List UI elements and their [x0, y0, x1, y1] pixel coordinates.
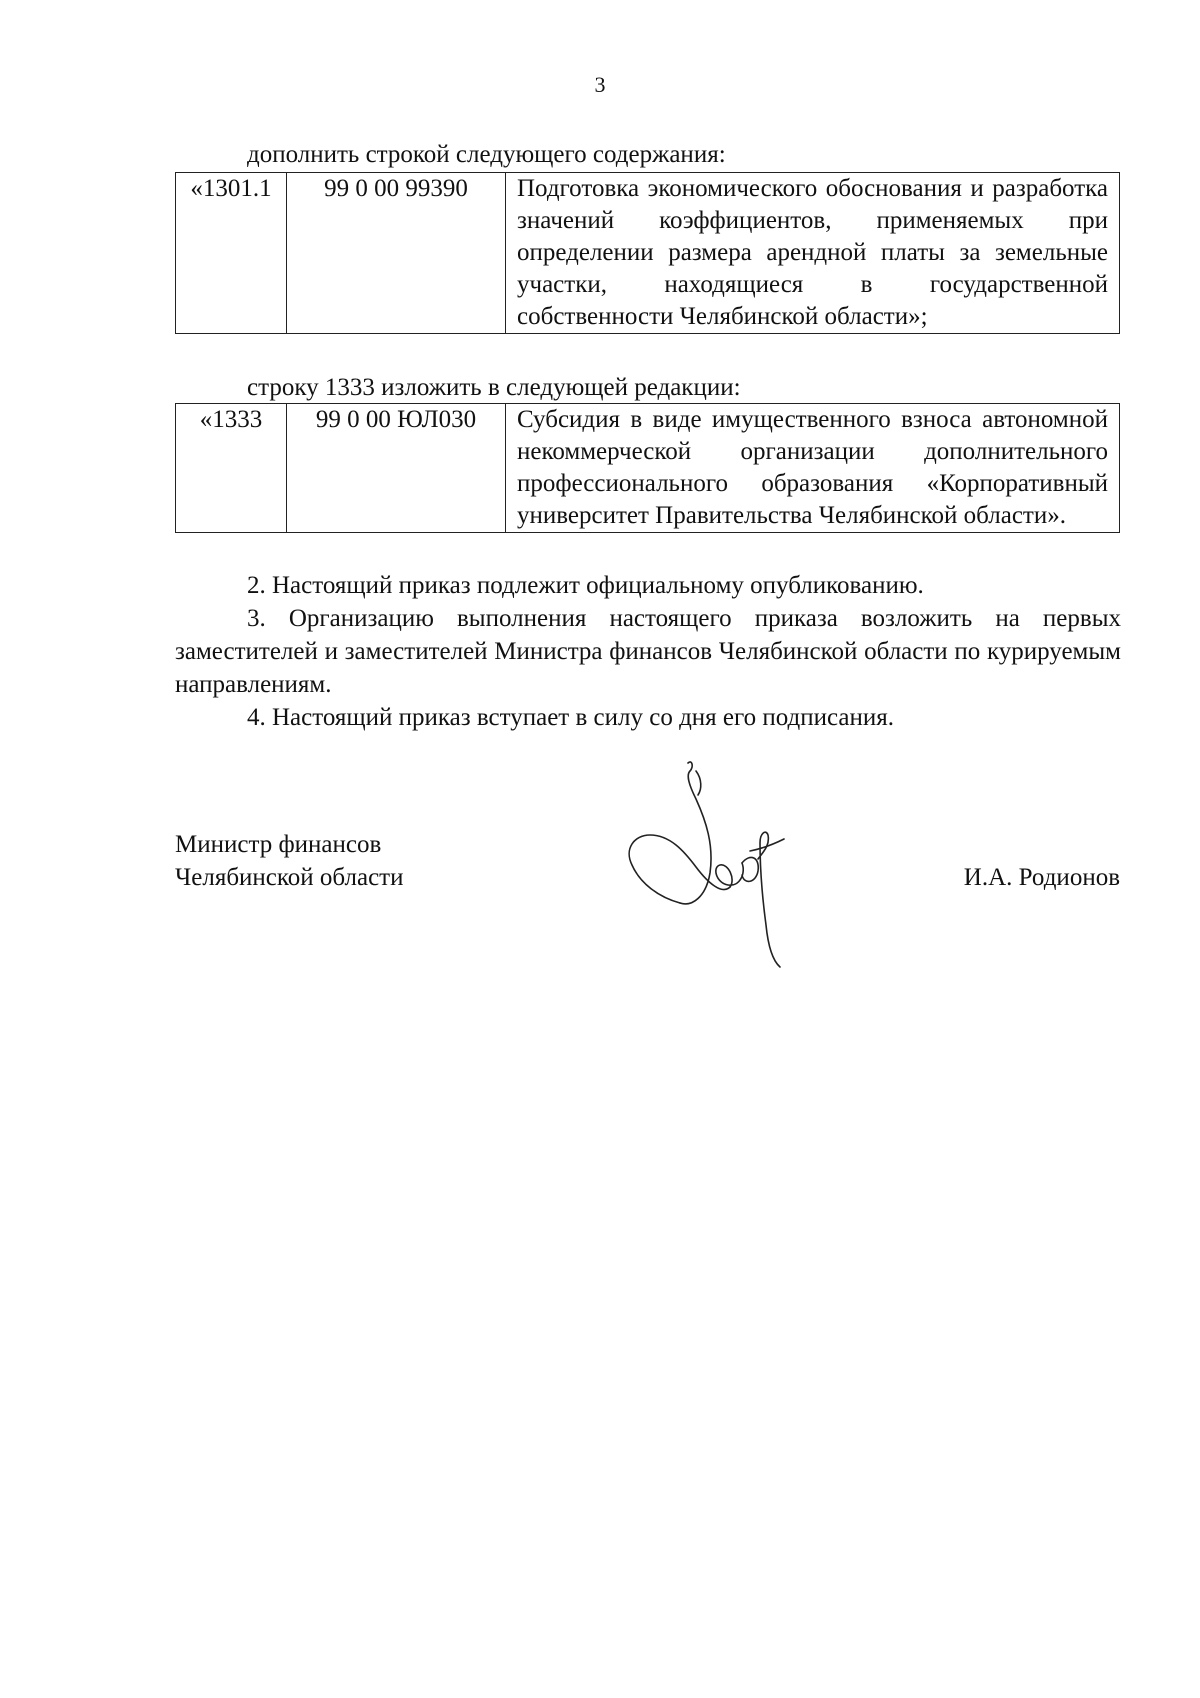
signatory-position [175, 828, 403, 894]
paragraph-3-text: 3. Организацию выполнения настоящего приказа возложить на первых заместителей и заместителей Министра финансов Челябинской области по курируемым направлениям. [175, 605, 1121, 698]
paragraph-2-text: 2. Настоящий приказ подлежит официальному опубликованию. [247, 572, 924, 599]
section2-intro: строку 1333 изложить в следующей редакции: [247, 374, 741, 401]
row-number-cell: «1301.1 [176, 173, 287, 334]
row-number-cell: «1333 [176, 404, 287, 533]
signatory-position-line1: Министр финансов [175, 831, 382, 858]
table-addition [175, 172, 1120, 334]
paragraph-4-text: 4. Настоящий приказ вступает в силу со дня его подписания. [247, 704, 895, 731]
table-row [176, 404, 1120, 533]
row-text-cell: Субсидия в виде имущественного взноса автономной некоммерческой организации дополнительного профессионального образования «Корпоративный университет Правительства Челябинской области». [506, 404, 1120, 533]
table-row [176, 173, 1120, 334]
paragraph-3 [175, 602, 1121, 701]
signatory-name: И.А. Родионов [963, 864, 1120, 891]
handwritten-signature [610, 755, 810, 985]
row-code-cell: 99 0 00 99390 [287, 173, 506, 334]
table-revision [175, 403, 1120, 533]
section1-intro: дополнить строкой следующего содержания: [247, 141, 726, 168]
row-text-cell: Подготовка экономического обоснования и разработка значений коэффициентов, применяемых при определении размера арендной платы за земельные участки, находящиеся в государственной собственности Челябинской области»; [506, 173, 1120, 334]
paragraph-2 [175, 569, 1121, 602]
paragraph-4 [175, 701, 1121, 734]
signatory-position-line2: Челябинской области [175, 864, 404, 891]
page-number: 3 [594, 72, 606, 97]
row-code-cell: 99 0 00 ЮЛ030 [287, 404, 506, 533]
